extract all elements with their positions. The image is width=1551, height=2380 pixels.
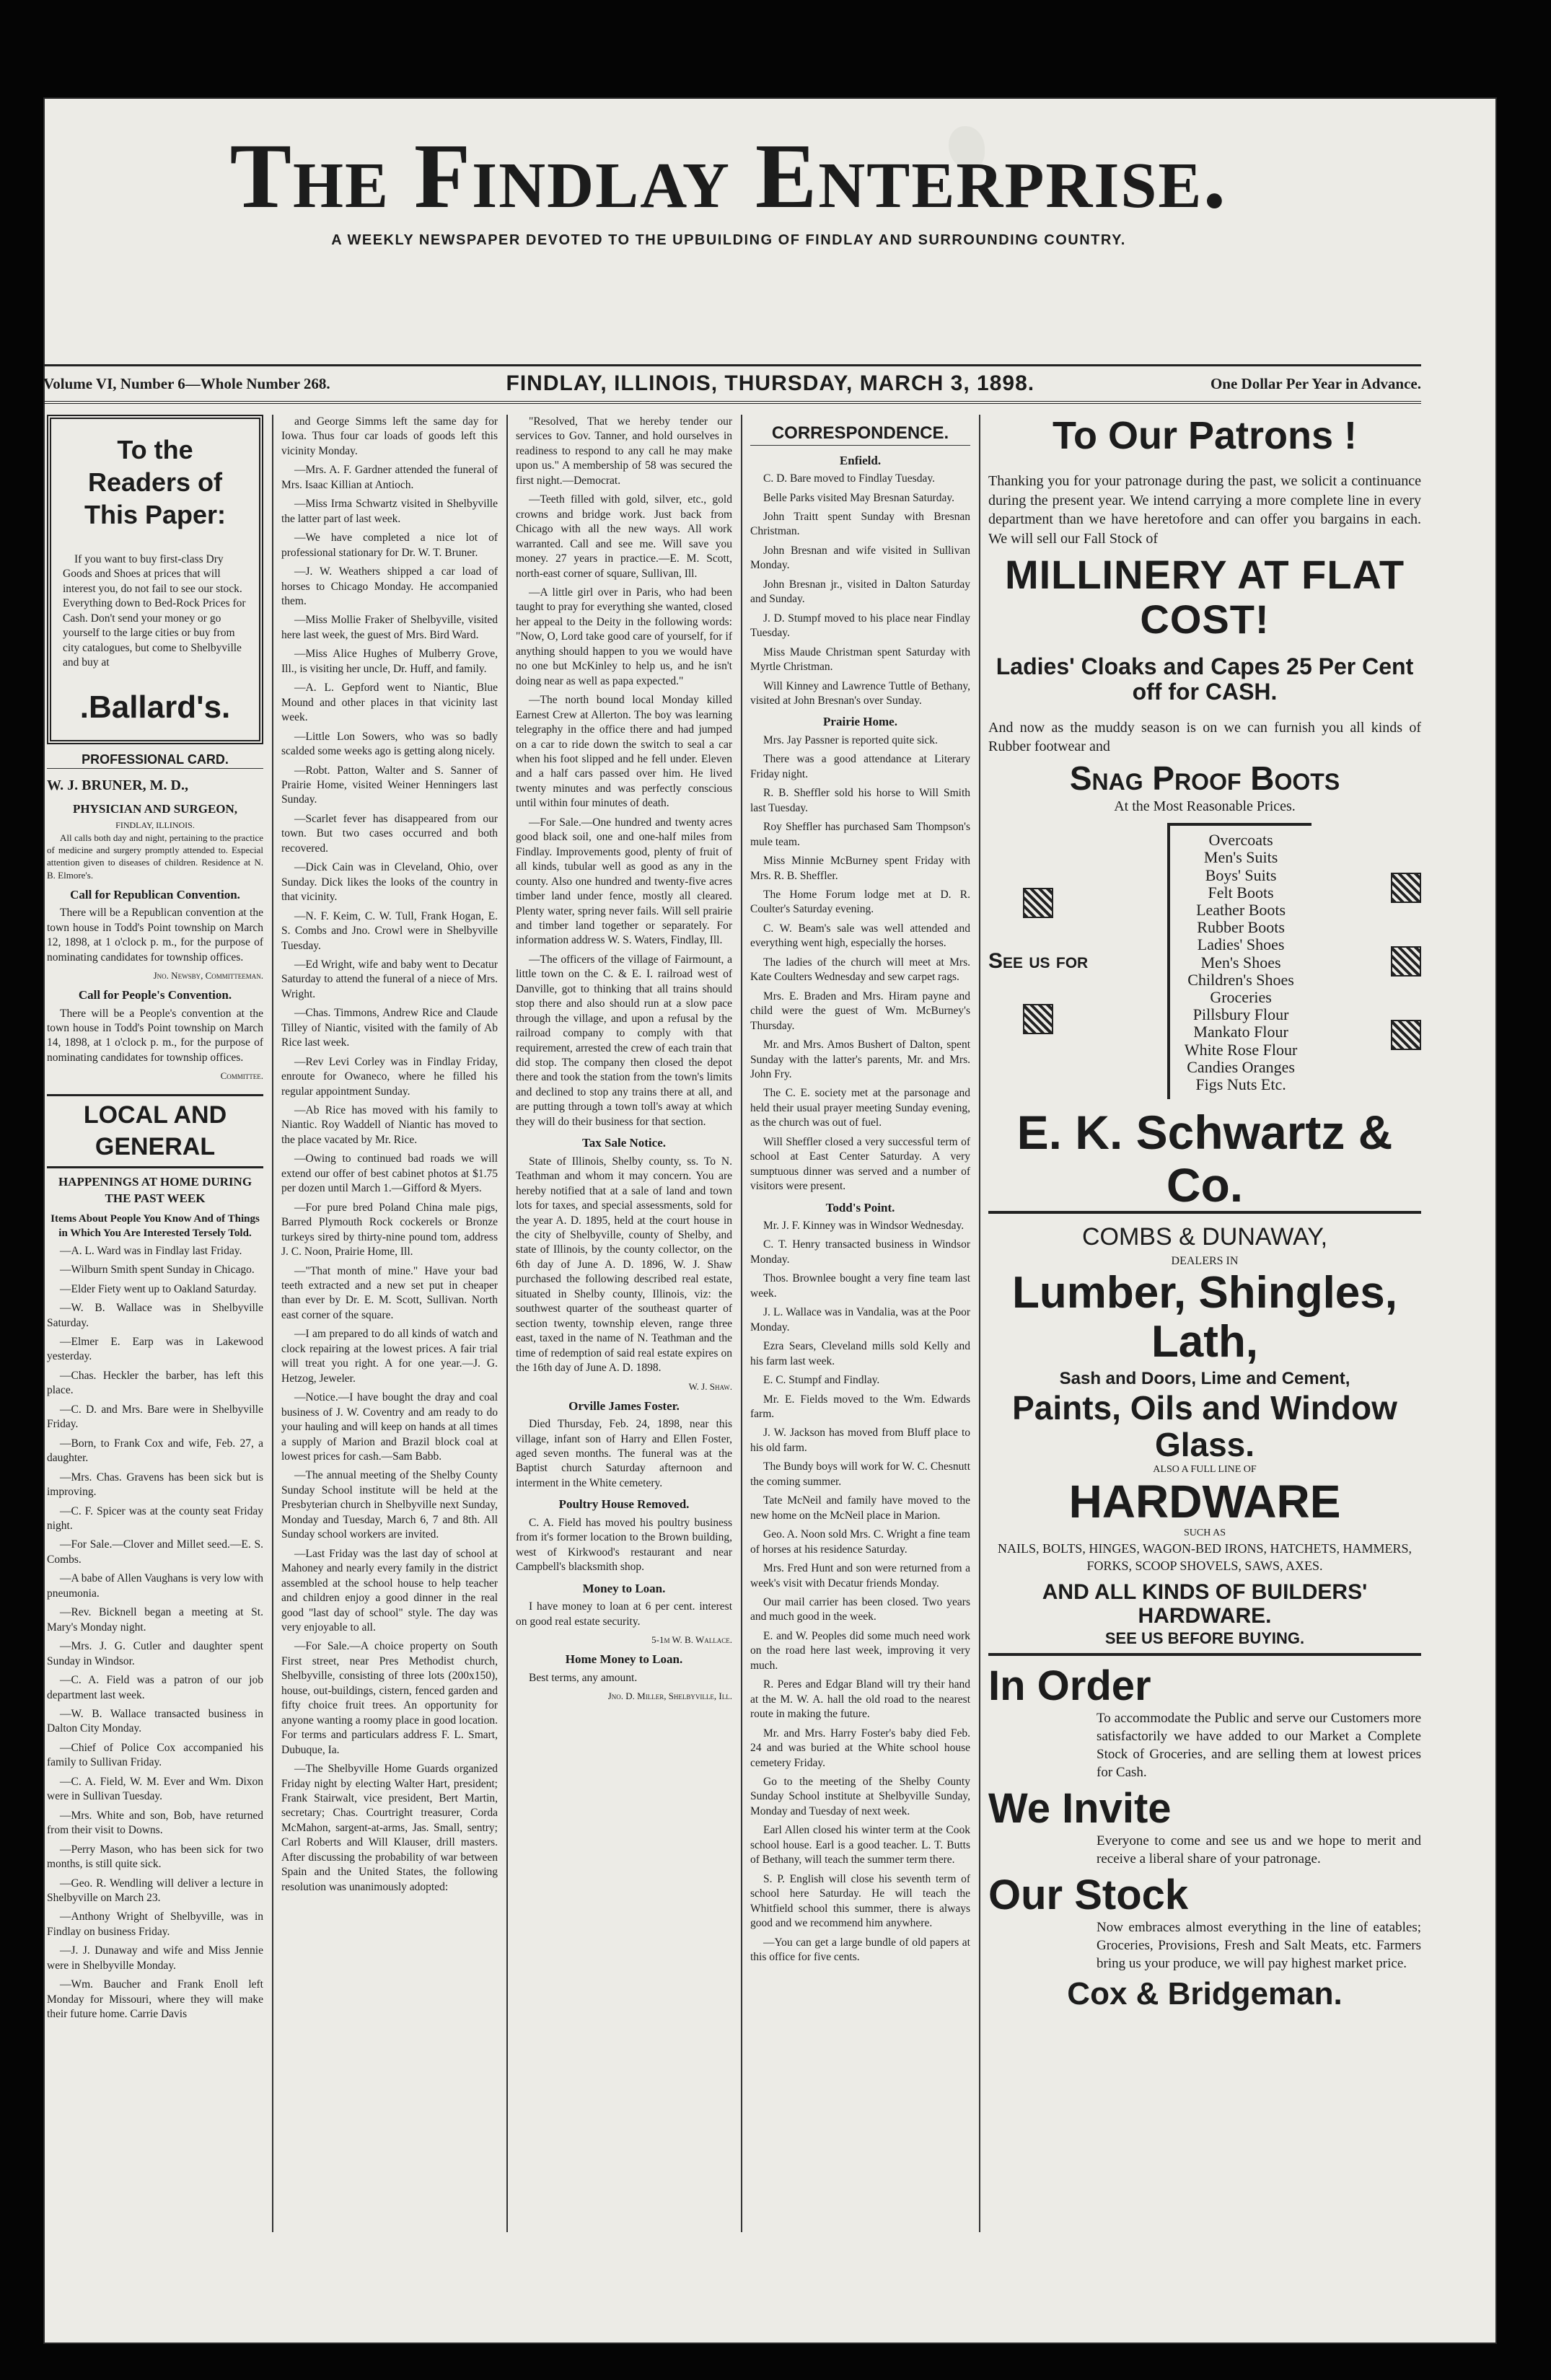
our-stock-text: Now embraces almost everything in the line of eatables; Groceries, Provisions, Fresh and Salt Meats, etc. Farmers bring us your produce, we will pay highest market price.: [1097, 1920, 1421, 1972]
prairie-home-item: Roy Sheffler has purchased Sam Thompson's mule team.: [750, 821, 970, 848]
dateline: [43, 364, 1421, 404]
prairie-home-items: [750, 733, 970, 1194]
news-item: —The annual meeting of the Shelby County Sunday School institute will be held at the Presbyterian church in Shelbyville next Sunday, Monday and Tuesday, March 6, 7 and 8th. All Sunday school workers are invited.: [281, 1469, 498, 1541]
local-subheading-2: Items About People You Know And of Things in Which You Are Interested Tersely Told.: [50, 1213, 260, 1239]
prairie-home-item: Mrs. E. Braden and Mrs. Hiram payne and child were the guest of Wm. McBurney's Thursday.: [750, 990, 970, 1032]
ornament-icon: [1023, 888, 1053, 918]
news-item: —Little Lon Sowers, who was so badly scalded some weeks ago is getting along nicely.: [281, 730, 498, 758]
place-date: FINDLAY, ILLINOIS, THURSDAY, MARCH 3, 1898.: [506, 371, 1035, 395]
news-item: —N. F. Keim, C. W. Tull, Frank Hogan, E. S. Combs and Jno. Crowl were in Shelbyville Tuesday.: [281, 909, 498, 952]
prairie-home-item: Miss Minnie McBurney spent Friday with Mrs. R. B. Sheffler.: [750, 855, 970, 882]
goods-list-item: Groceries: [1210, 987, 1272, 1006]
loan-signature: 5-1m W. B. Wallace.: [651, 1634, 732, 1645]
news-item: —A little girl over in Paris, who had been taught to pray for everything she wanted, closed her appeal to the Deity in the following words: "Now, O, Lord take good care of yourself, for if anything should happen to you we would have no one but McKinley to help us, and he isn't doing near as well as papa expected.": [516, 586, 732, 687]
peo-signature: Committee.: [220, 1070, 263, 1082]
todds-point-item: Our mail carrier has been closed. Two years and much good in the week.: [750, 1595, 970, 1623]
todds-point-item: Thos. Brownlee bought a very fine team last week.: [750, 1272, 970, 1300]
news-item: "Resolved, That we hereby tender our services to Gov. Tanner, and hold ourselves in readiness to respond to any call he may make upon us." A membership of 58 was secured the first night.—Democrat.: [516, 415, 732, 487]
todds-point-item: Mr. E. Fields moved to the Wm. Edwards farm.: [750, 1393, 970, 1420]
column-1: [47, 415, 263, 2232]
patrons-heading: To Our Patrons !: [1052, 415, 1357, 457]
news-item: —Notice.—I have bought the dray and coal business of J. W. Coventry and am ready to do your hauling and will keep on hands at all times a supply of Marion and Brazil block coal at lowest prices for cash.—Sam Babb.: [281, 1391, 498, 1463]
ornament-side: [1391, 873, 1421, 1050]
enfield-item: C. D. Bare moved to Findlay Tuesday.: [763, 472, 935, 485]
enfield-item: John Bresnan jr., visited in Dalton Saturday and Sunday.: [750, 578, 970, 606]
goods-list-item: Candies Oranges: [1187, 1057, 1295, 1076]
enfield-items: [750, 472, 970, 708]
local-item: —Elder Fiety went up to Oakland Saturday.: [60, 1282, 257, 1295]
local-item: —Anthony Wright of Shelbyville, was in Findlay on business Friday.: [47, 1910, 263, 1938]
tax-sale-text: State of Illinois, Shelby county, ss. To N. Teathman and whom it may concern. You are hereby notified that at a sale of land and town lots for taxes, and special assessments, sold for the year A. D. 1895, held at the court house in the city of Shelbyville, county of Shelby, and state of Illinois, by the county collector, on the 6th day of June A. D. 1896, W. J. Shaw purchased the following described real estate, situated in Shelby county, Illinois, viz: the southwest quarter of the southeast quarter of section twenty, township eleven, range three east, taxed in the name of N. Teathman and the time of redemption of said real estate expires on the 16th day of June A. D. 1898.: [516, 1155, 732, 1375]
prairie-home-heading: Prairie Home.: [823, 715, 897, 729]
news-item: —For pure bred Poland China male pigs, Barred Plymouth Rock cockerels or Bronze turkeys sired by thirty-nine pound tom, address J. C. Noon, Prairie Home, Ill.: [281, 1201, 498, 1259]
poultry-text: C. A. Field has moved his poultry business from it's former location to the Brown building, west of Kirkwood's restaurant and near Campbell's blacksmith shop.: [516, 1516, 732, 1574]
local-item: —C. D. and Mrs. Bare were in Shelbyville Friday.: [47, 1403, 263, 1431]
local-item: —A babe of Allen Vaughans is very low with pneumonia.: [47, 1572, 263, 1600]
goods-list-item: Boys' Suits: [1205, 865, 1277, 884]
ornament-icon: [1023, 1004, 1053, 1034]
news-item: —Teeth filled with gold, silver, etc., gold crowns and bridge work. Just back from Chicago with all the new ways. All work warranted. Call and see me. Will save you money. 27 years in practice.—E. M. Scott, north-east corner of square, Sullivan, Ill.: [516, 493, 732, 580]
obituary-text: Died Thursday, Feb. 24, 1898, near this village, infant son of Harry and Ellen Foster, aged seven months. The funeral was at the Baptist church Saturday afternoon and interment in the White cemetery.: [516, 1418, 732, 1489]
goods-list-item: Ladies' Shoes: [1197, 935, 1285, 954]
sash-doors: Sash and Doors, Lime and Cement,: [1059, 1368, 1350, 1388]
local-item: —C. F. Spicer was at the county seat Friday night.: [47, 1504, 263, 1533]
column-5-ads: [988, 415, 1421, 2232]
news-item: —Miss Alice Hughes of Mulberry Grove, Ill., is visiting her uncle, Dr. Huff, and family.: [281, 648, 498, 675]
news-item: —The officers of the village of Fairmount, a little town on the C. & E. I. railroad west of Danville, got to thinking that all trains should stop there and also should run at a slow pace through the village, and upon a refusal by the railroad company to comply with that requirement, arrested the crew of each train that did stop. The company then closed the depot there and took the station from the town's limits and declined to stop any trains there at all, and are putting through a town toll's away at which they will do their business for that section.: [516, 953, 732, 1128]
todds-point-item: Geo. A. Noon sold Mrs. C. Wright a fine team of horses at his residence Saturday.: [750, 1528, 970, 1556]
news-item: —Robt. Patton, Walter and S. Sanner of Prairie Home, visited Weiner Henningers last Sunday.: [281, 764, 498, 806]
column-2: [281, 415, 498, 2232]
goods-list: [1167, 823, 1311, 1099]
local-item: —Chief of Police Cox accompanied his family to Sullivan Friday.: [47, 1741, 263, 1769]
ornament-icon: [1391, 946, 1421, 977]
local-item: —W. B. Wallace was in Shelbyville Saturday.: [47, 1302, 263, 1329]
obituary-heading: Orville James Foster.: [568, 1398, 680, 1413]
doctor-text: All calls both day and night, pertaining to the practice of medicine and surgery promptly attended to. Especial attention given to diseases of children. Residence at N. B. Elmore's.: [47, 832, 263, 881]
column-3-items: [516, 415, 732, 1129]
snag-proof-heading: Snag Proof Boots: [1069, 759, 1340, 798]
columns: [47, 415, 1421, 2232]
hardware-heading: HARDWARE: [1068, 1475, 1341, 1528]
such-as: SUCH AS: [1184, 1528, 1226, 1539]
news-item: —Mrs. A. F. Gardner attended the funeral of Mrs. Isaac Killian at Antioch.: [281, 464, 498, 491]
local-subheading: HAPPENINGS AT HOME DURING THE PAST WEEK: [58, 1175, 252, 1205]
our-stock-heading: Our Stock: [988, 1872, 1189, 1919]
news-item: —I am prepared to do all kinds of watch and clock repairing at the lowest prices. A fair trial will treat you right. A for one year.—J. G. Hetzog, Jeweler.: [281, 1328, 498, 1385]
enfield-item: John Traitt spent Sunday with Bresnan Christman.: [750, 511, 970, 538]
news-item: —Last Friday was the last day of school at Mahoney and nearly every family in the district assembled at the school house to help teacher and children enjoy a good dinner in the real good "last day of school" style. The day was very enjoyable to all.: [281, 1547, 498, 1634]
newspaper-title: The Findlay Enterprise.: [229, 125, 1228, 227]
poultry-heading: Poultry House Removed.: [558, 1497, 690, 1512]
goods-list-item: Mankato Flour: [1193, 1023, 1288, 1041]
local-item: —Mrs. White and son, Bob, have returned from their visit to Downs.: [47, 1809, 263, 1837]
goods-list-item: Men's Suits: [1203, 848, 1278, 867]
news-item: —Miss Irma Schwartz visited in Shelbyville the latter part of last week.: [281, 498, 498, 525]
news-item: —Ab Rice has moved with his family to Niantic. Roy Waddell of Niantic has moved to the place vacated by Mr. Rice.: [281, 1104, 498, 1146]
todds-point-item: The Bundy boys will work for W. C. Chesnutt the coming summer.: [750, 1460, 970, 1488]
doctor-title: PHYSICIAN AND SURGEON,: [72, 801, 238, 816]
todds-point-item: J. L. Wallace was in Vandalia, was at the Poor Monday.: [750, 1306, 970, 1334]
dealers-in: DEALERS IN: [1171, 1255, 1239, 1268]
goods-list-item: White Rose Flour: [1184, 1040, 1298, 1059]
news-item: —The north bound local Monday killed Earnest Crew at Allerton. The boy was learning telegraphy in the office there and had jumped on a car to ride down the switch to seal a car when his foot slipped and he fell under. Eleven and a half cars passed over him. He lived twenty minutes and was perfectly conscious until within four minutes of death.: [516, 694, 732, 810]
goods-list-item: Pillsbury Flour: [1192, 1005, 1289, 1024]
rep-text: There will be a Republican convention at the town house in Todd's Point township on March 12, 1898, at 1 o'clock p. m., for the purpose of nominating candidates for township offices.: [47, 907, 263, 964]
professional-card-label: PROFESSIONAL CARD.: [47, 752, 263, 770]
news-item: —A. L. Gepford went to Niantic, Blue Mound and other places in that vicinity last week.: [281, 682, 498, 724]
local-item: —C. A. Field, W. M. Ever and Wm. Dixon were in Sullivan Tuesday.: [47, 1775, 263, 1803]
local-item: —A. L. Ward was in Findlay last Friday.: [60, 1244, 242, 1257]
local-item: —Geo. R. Wendling will deliver a lecture in Shelbyville on March 23.: [47, 1877, 263, 1904]
cloaks-heading: Ladies' Cloaks and Capes 25 Per Cent off for CASH.: [996, 653, 1414, 705]
goods-list-item: Felt Boots: [1208, 883, 1274, 902]
cox-bridgeman: Cox & Bridgeman.: [1067, 1976, 1343, 2012]
goods-list-item: Rubber Boots: [1197, 918, 1285, 937]
todds-point-item: Tate McNeil and family have moved to the new home on the McNeil place in Marion.: [750, 1494, 970, 1522]
ornament-icon: [1391, 873, 1421, 903]
todds-point-item: Earl Allen closed his winter term at the Cook school house. Earl is a good teacher. L. T. Butts of Bethany, will teach the summer term there.: [750, 1824, 970, 1866]
enfield-item: Miss Maude Christman spent Saturday with Myrtle Christman.: [750, 645, 970, 674]
local-item: —For Sale.—Clover and Millet seed.—E. S. Combs.: [47, 1538, 263, 1566]
tax-sale-heading: Tax Sale Notice.: [581, 1136, 666, 1150]
see-us-for: See us for: [988, 948, 1089, 973]
correspondence-heading: CORRESPONDENCE.: [750, 422, 970, 446]
we-invite-heading: We Invite: [988, 1785, 1172, 1833]
tax-sale-signature: W. J. Shaw.: [688, 1380, 732, 1392]
reasonable-prices: At the Most Reasonable Prices.: [1114, 798, 1296, 814]
see-us-before-buying: SEE US BEFORE BUYING.: [988, 1628, 1421, 1656]
combs-dunaway: COMBS & DUNAWAY,: [1081, 1223, 1328, 1251]
column-rule: [272, 415, 273, 2232]
ballards-name: .Ballard's.: [79, 689, 231, 725]
local-item: —Mrs. J. G. Cutler and daughter spent Sunday in Windsor.: [47, 1640, 263, 1667]
local-items-list: [47, 1244, 263, 2022]
prairie-home-item: C. W. Beam's sale was well attended and everything went high, especially the horses.: [750, 922, 970, 950]
news-item: and George Simms left the same day for Iowa. Thus four car loads of goods left this vicinity Monday.: [281, 415, 498, 457]
enfield-item: Will Kinney and Lawrence Tuttle of Bethany, visited at John Bresnan's over Sunday.: [750, 679, 970, 707]
also-full-line: ALSO A FULL LINE OF: [1153, 1463, 1257, 1475]
news-item: —Dick Cain was in Cleveland, Ohio, over Sunday. Dick likes the looks of the country in that vicinity.: [281, 861, 498, 904]
doctor-name: W. J. BRUNER, M. D.,: [47, 777, 188, 794]
local-item: —Chas. Heckler the barber, has left this place.: [47, 1369, 263, 1397]
todds-point-item: E. C. Stumpf and Findlay.: [763, 1374, 880, 1387]
goods-list-block: [988, 823, 1421, 1099]
lumber-heading: Lumber, Shingles, Lath,: [1012, 1268, 1397, 1367]
masthead: [43, 125, 1414, 249]
paints-heading: Paints, Oils and Window Glass.: [1012, 1389, 1397, 1463]
todds-point-item: S. P. English will close his seventh term of school here Saturday. He will teach the Whitfield school this summer, there is always good and we recommend him anywhere.: [750, 1872, 970, 1930]
enfield-heading: Enfield.: [839, 453, 882, 467]
home-money-heading: Home Money to Loan.: [565, 1652, 683, 1667]
loan-heading: Money to Loan.: [582, 1581, 666, 1595]
todds-point-item: Mr. J. F. Kinney was in Windsor Wednesday.: [763, 1220, 965, 1233]
peo-heading: Call for People's Convention.: [78, 988, 232, 1002]
todds-point-item: Ezra Sears, Cleveland mills sold Kelly and his farm last week.: [750, 1340, 970, 1367]
schwartz-firm: E. K. Schwartz & Co.: [988, 1106, 1421, 1214]
patrons-text: Thanking you for your patronage during the past, we solicit a continuance during the present year. We intend carrying a more complete line in every department than we have heretofore and can offer you bargains in each. We will sell our Fall Stock of: [988, 473, 1421, 547]
local-item: —W. B. Wallace transacted business in Dalton City Monday.: [47, 1708, 263, 1735]
prairie-home-item: The ladies of the church will meet at Mrs. Kate Coulters Wednesday and sew carpet rags.: [750, 956, 970, 984]
todds-point-item: E. and W. Peoples did some much need work on the road here last week, improving it very much.: [750, 1629, 970, 1672]
local-item: —C. A. Field was a patron of our job department last week.: [47, 1674, 263, 1701]
prairie-home-item: Mrs. Jay Passner is reported quite sick.: [763, 733, 938, 746]
ballards-ad: [47, 415, 263, 744]
todds-point-item: J. W. Jackson has moved from Bluff place to his old farm.: [750, 1427, 970, 1454]
news-item: —Chas. Timmons, Andrew Rice and Claude Tilley of Niantic, visited with the family of Ab Rice last week.: [281, 1007, 498, 1049]
goods-list-item: Children's Shoes: [1187, 970, 1294, 989]
home-money-text: Best terms, any amount.: [529, 1671, 638, 1684]
news-item: —Miss Mollie Fraker of Shelbyville, visited here last week, the guest of Mrs. Bird Ward.: [281, 614, 498, 641]
builders-hardware: AND ALL KINDS OF BUILDERS' HARDWARE.: [1042, 1580, 1368, 1628]
in-order-text: To accommodate the Public and serve our Customers more satisfactorily we have added to our Market a Complete Stock of Groceries, and are selling them at lowest prices for Cash.: [1097, 1711, 1421, 1781]
prairie-home-item: The Home Forum lodge met at D. R. Coulter's Saturday evening.: [750, 888, 970, 916]
news-item: —For Sale.—One hundred and twenty acres good black soil, one and one-half miles from Findlay. Improvements good, plenty of fruit of all kinds, tubular well as good as any in the county. Also one hundred and twenty-five acres timber land under fence, mostly all cleared. Plenty water, spring never fails. Will sell prairie and timber land together or separately. For information address W. S. Waters, Findlay, Ill.: [516, 816, 732, 947]
home-money-signature: Jno. D. Miller, Shelbyville, Ill.: [607, 1691, 732, 1702]
prairie-home-item: Mr. and Mrs. Amos Bushert of Dalton, spent Sunday with the latter's parents, Mr. and Mrs. John Fry.: [750, 1039, 970, 1080]
in-order-heading: In Order: [988, 1662, 1151, 1710]
millinery-heading: MILLINERY AT FLAT COST!: [1004, 551, 1405, 642]
volume-number: Volume VI, Number 6—Whole Number 268.: [43, 374, 330, 392]
prairie-home-item: Will Sheffler closed a very successful term of school at East Center Saturday. A very sumptuous dinner was served and a number of visitors were present.: [750, 1135, 970, 1193]
todds-point-items: [750, 1219, 970, 1965]
news-item: —Scarlet fever has disappeared from our town. But two cases occurred and both recovered.: [281, 812, 498, 855]
goods-list-item: Overcoats: [1208, 831, 1273, 850]
hardware-items: NAILS, BOLTS, HINGES, WAGON-BED IRONS, HATCHETS, HAMMERS, FORKS, SCOOP SHOVELS, SAWS, AXES.: [997, 1541, 1412, 1573]
news-item: —Ed Wright, wife and baby went to Decatur Saturday to attend the funeral of a niece of Mrs. Wright.: [281, 958, 498, 1000]
local-item: —Wilburn Smith spent Sunday in Chicago.: [60, 1264, 255, 1277]
muddy-season-text: And now as the muddy season is on we can furnish you all kinds of Rubber footwear and: [988, 719, 1421, 754]
news-item: —Owing to continued bad roads we will extend our offer of best cabinet photos at $1.75 per dozen until March 1.—Gifford & Myers.: [281, 1152, 498, 1195]
goods-list-item: Figs Nuts Etc.: [1195, 1075, 1286, 1093]
subscription-price: One Dollar Per Year in Advance.: [1210, 374, 1421, 392]
prairie-home-item: There was a good attendance at Literary Friday night.: [750, 753, 970, 780]
local-item: —Mrs. Chas. Gravens has been sick but is improving.: [47, 1471, 263, 1499]
local-item: —Perry Mason, who has been sick for two months, is still quite sick.: [47, 1843, 263, 1871]
doctor-place: FINDLAY, ILLINOIS.: [115, 820, 195, 831]
ornament-icon: [1391, 1020, 1421, 1050]
newspaper-subtitle: A WEEKLY NEWSPAPER DEVOTED TO THE UPBUILDING OF FINDLAY AND SURROUNDING COUNTRY.: [331, 232, 1126, 248]
news-item: —"That month of mine." Have your bad teeth extracted and a new set put in cheaper than ever by Dr. E. M. Scott, Sullivan. North east corner of the square.: [281, 1264, 498, 1321]
enfield-item: John Bresnan and wife visited in Sullivan Monday.: [750, 544, 970, 572]
column-4: [750, 415, 970, 2232]
see-us-side: [988, 888, 1088, 1035]
column-rule: [741, 415, 742, 2232]
loan-text: I have money to loan at 6 per cent. interest on good real estate security.: [516, 1600, 732, 1628]
goods-list-item: Leather Boots: [1196, 901, 1286, 920]
todds-point-heading: Todd's Point.: [825, 1200, 895, 1215]
todds-point-item: C. T. Henry transacted business in Windsor Monday.: [750, 1238, 970, 1266]
news-item: —J. W. Weathers shipped a car load of horses to Chicago Monday. He accompanied them.: [281, 565, 498, 607]
goods-list-item: Men's Shoes: [1200, 953, 1281, 971]
rep-signature: Jno. Newsby, Committeeman.: [153, 969, 263, 981]
enfield-item: J. D. Stumpf moved to his place near Findlay Tuesday.: [750, 612, 970, 640]
todds-point-item: Go to the meeting of the Shelby County Sunday School institute at Shelbyville Sunday, Monday and Tuesday of next week.: [750, 1775, 970, 1817]
local-item: —Rev. Bicknell began a meeting at St. Mary's Monday night.: [47, 1606, 263, 1634]
todds-point-item: —You can get a large bundle of old papers at this office for five cents.: [750, 1936, 970, 1963]
column-rule: [979, 415, 980, 2232]
local-item: —J. J. Dunaway and wife and Miss Jennie were in Shelbyville Monday.: [47, 1944, 263, 1972]
news-item: —Rev Levi Corley was in Findlay Friday, enroute for Owaneco, where he filled his regular appointment Sunday.: [281, 1055, 498, 1098]
local-general-heading: LOCAL AND GENERAL: [47, 1094, 263, 1169]
enfield-item: Belle Parks visited May Bresnan Saturday.: [763, 491, 955, 504]
local-item: —Elmer E. Earp was in Lakewood yesterday.: [47, 1336, 263, 1363]
rep-heading: Call for Republican Convention.: [70, 887, 240, 902]
todds-point-item: Mr. and Mrs. Harry Foster's baby died Feb. 24 and was buried at the White school house cemetery Friday.: [750, 1727, 970, 1769]
ballards-heading: To the Readers of This Paper:: [84, 435, 227, 529]
local-item: —Wm. Baucher and Frank Enoll left Monday for Missouri, where they will make their future home. Carrie Davis: [47, 1978, 263, 2021]
todds-point-item: R. Peres and Edgar Bland will try their hand at the M. W. A. hall the old road to the nearest route in making the future.: [750, 1678, 970, 1721]
ballards-text: If you want to buy first-class Dry Goods and Shoes at prices that will interest you, do not fail to see our stock. Everything down to Bed-Rock Prices for Cash. Don't send your money or go yourself to the large cities or buy from city catalogues, but come to Shelbyville and buy at: [63, 553, 246, 669]
column-3: [516, 415, 732, 2232]
todds-point-item: Mrs. Fred Hunt and son were returned from a week's visit with Decatur friends Monday.: [750, 1562, 970, 1590]
we-invite-text: Everyone to come and see us and we hope to merit and receive a liberal share of your patronage.: [1097, 1833, 1421, 1867]
column-2-items: [281, 415, 498, 1895]
local-item: —Born, to Frank Cox and wife, Feb. 27, a daughter.: [47, 1437, 263, 1465]
prairie-home-item: The C. E. society met at the parsonage and held their usual prayer meeting Sunday evening, as the church was out of fuel.: [750, 1087, 970, 1129]
news-item: —For Sale.—A choice property on South First street, near Pres Methodist church, Shelbyville, consisting of three lots (200x150), house, out-buildings, cistern, fenced garden and fifty choice fruit trees. An opportunity for anyone wanting a roomy place in good location. For terms and particulars address F. L. Smart, Dubuque, Ia.: [281, 1640, 498, 1756]
prairie-home-item: R. B. Sheffler sold his horse to Will Smith last Tuesday.: [750, 787, 970, 814]
column-rule: [506, 415, 508, 2232]
news-item: —We have completed a nice lot of professional stationary for Dr. W. T. Bruner.: [281, 532, 498, 559]
peo-text: There will be a People's convention at the town house in Todd's Point township on March 14, 1898, at 1 o'clock p. m., for the purpose of nominating candidates for township offices.: [47, 1007, 263, 1064]
news-item: —The Shelbyville Home Guards organized Friday night by electing Walter Hart, president; Frank Stairwalt, vice president, Bert Martin, secretary; Chas. Courtright treasurer, Corda McMahon, sargent-at-arms, Jas. Small, sentry; Carl Roberts and Will Klauser, drill masters. After discussing the probability of war between Spain and the United States, the following resolution was unanimously adopted:: [281, 1763, 498, 1893]
